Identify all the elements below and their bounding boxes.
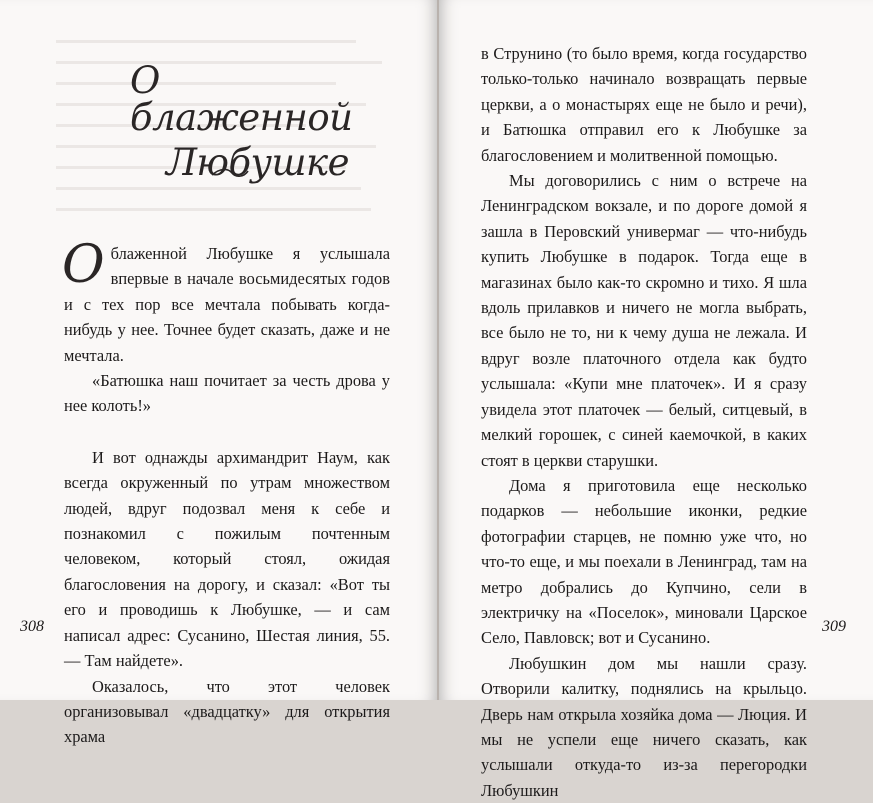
paragraph-7: Дома я приготовила еще несколько подарков — небольшие иконки, редкие фотографии старцев, не помню уже что, но что-то еще, и мы поехали в Ленинград, там на метро добрались до Купчино, сели в электричку на «Поселок», миновали Царское Село, Павловск; вот и Сусанино. [481,475,807,648]
left-page [0,0,437,747]
paragraph-5: в Струнино (то было время, когда государство только-только начинало возвращать первые церкви, а о монастырях еще не было и речи), и Батюшка отправил его к Любушке за благословением и молитвенной помощью. [481,44,807,165]
paragraph-3: И вот однажды архимандрит Наум, как всегда окруженный по утрам множеством людей, вдруг подозвал меня к себе и познакомил с пожилым почтенным человеком, который стоял, ожидая благословения на дорогу, и сказал: «Вот ты его и проводишь к Любушке, — и сам написал адрес: Сусанино, Шестая линия, 55. — Там найдете». [64,447,390,671]
chapter-title [130,59,370,184]
right-body-text [481,41,807,803]
paragraph-4: Оказалось, что этот человек организовывал «двадцатку» для открытия храма [64,676,390,747]
paragraph-2: «Батюшка наш почитает за честь дрова у нее колоть!» [64,371,390,416]
chapter-title-line-2: Любушке [166,141,350,184]
drop-cap: О [62,235,105,295]
page-number-left: 308 [20,618,44,635]
paragraph-6: Мы договорились с ним о встрече на Ленинградском вокзале, и по дороге домой я зашла в Перовский универмаг — что-нибудь купить Любушке в подарок. Тогда еще в магазинах было как-то скромно и тихо. Я шла вдоль прилавков и ничего не могла выбрать, все было не то, ни к чему душа не лежала. И вдруг возле платочного отдела как будто услышала: «Купи мне платочек». И я сразу увидела этот платочек — белый, ситцевый, в мелкий горошек, с синей каемочкой, в каких стоят в церкви старушки. [481,171,807,470]
paragraph-8: Любушкин дом мы нашли сразу. Отворили калитку, поднялись на крыльцо. Дверь нам открыла хозяйка дома — Люция. И мы не успели еще ничего сказать, как услышали откуда-то из-за перегородки Любушкин [481,653,807,800]
page-number-right: 309 [822,618,846,635]
paragraph-1: О блаженной Любушке я услышала впервые в начале восьмидесятых годов и с тех пор все мечтала побывать когда-нибудь у нее. Точнее будет сказать, даже и не мечтала. [62,235,390,365]
left-body-text [62,235,390,750]
flourish-ornament [210,166,250,180]
chapter-title-line-1: О блаженной [130,59,353,139]
